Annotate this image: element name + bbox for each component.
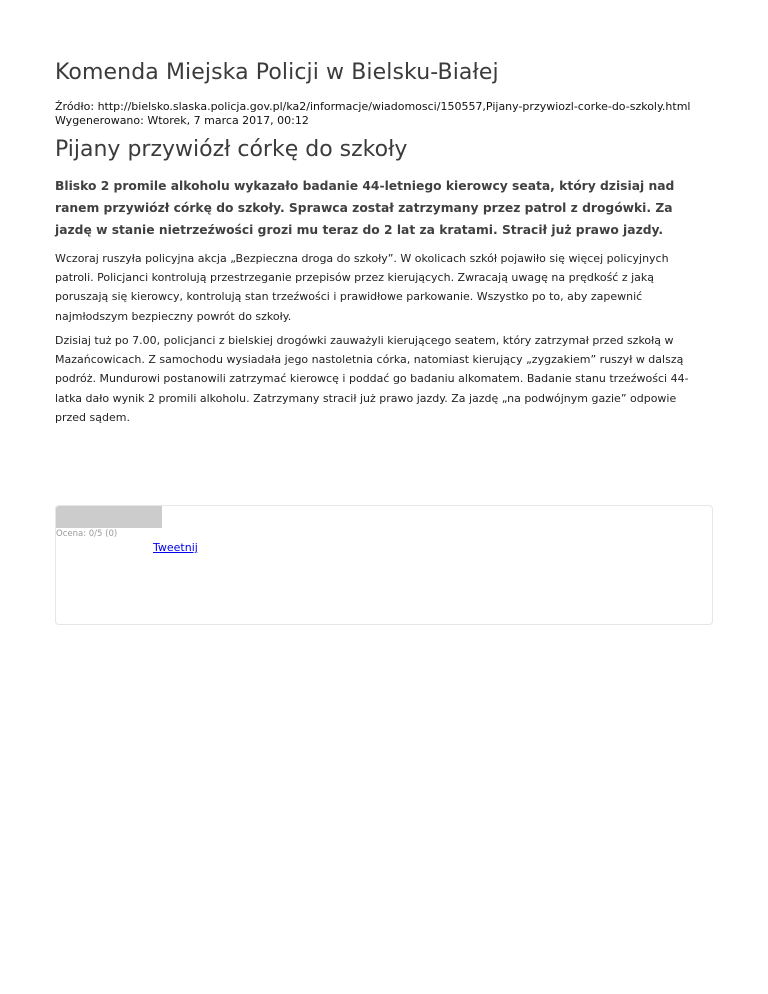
article-paragraph: Dzisiaj tuż po 7.00, policjanci z bielskiej drogówki zauważyli kierującego seatem, który zatrzymał przed szkołą w Mazańcowicach. Z samochodu wysiadała jego nastoletnia córka, natomiast kierujący „zygzakiem” ruszył w dalszą podróż. Mundurowi postanowili zatrzymać kierowcę i poddać go badaniu alkomatem. Badanie stanu trzeźwości 44-latka dało wynik 2 promili alkoholu. Zatrzymany stracił już prawo jazdy. Za jazdę „na podwójnym gazie” odpowie przed sądem. <box>55 334 689 424</box>
article-paragraph: Wczoraj ruszyła policyjna akcja „Bezpieczna droga do szkoły”. W okolicach szkół pojawiło się więcej policyjnych patroli. Policjanci kontrolują przestrzeganie przepisów przez kierujących. Zwracają uwagę na prędkość z jaką poruszają się kierowcy, kontrolują stan trzeźwości i prawidłowe parkowanie. Wszystko po to, aby zapewnić najmłodszym bezpieczny powrót do szkoły. <box>55 252 669 323</box>
rating-box <box>55 505 713 625</box>
rating-label: Ocena: 0/5 (0) <box>56 529 118 539</box>
article-lead: Blisko 2 promile alkoholu wykazało badanie 44-letniego kierowcy seata, który dzisiaj nad ranem przywiózł córkę do szkoły. Sprawca został zatrzymany przez patrol z drogówki. Za jazdę w stanie nietrzeźwości grozi mu teraz do 2 lat za kratami. Stracił już prawo jazdy. <box>55 179 675 237</box>
generated-line: Wygenerowano: Wtorek, 7 marca 2017, 00:12 <box>55 114 309 127</box>
site-title: Komenda Miejska Policji w Bielsku-Białej <box>55 60 499 85</box>
tweet-link[interactable]: Tweetnij <box>153 541 198 554</box>
rating-bar[interactable] <box>56 506 162 528</box>
source-line: Źródło: http://bielsko.slaska.policja.gov.pl/ka2/informacje/wiadomosci/150557,Pijany-przywiozl-corke-do-szkoly.html <box>55 100 691 113</box>
meta-info <box>55 100 690 128</box>
article-title: Pijany przywiózł córkę do szkoły <box>55 137 408 162</box>
